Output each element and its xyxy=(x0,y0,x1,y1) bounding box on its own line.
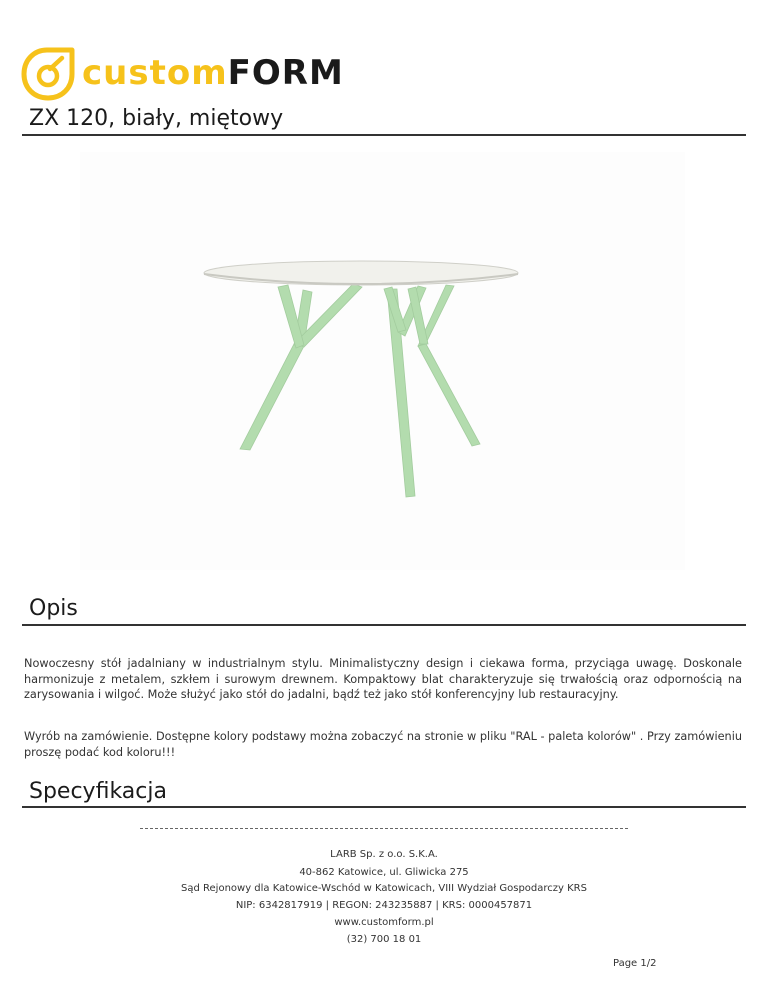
brand-form: FORM xyxy=(227,53,344,93)
footer-phone: (32) 700 18 01 xyxy=(346,934,422,945)
footer-website[interactable]: www.customform.pl xyxy=(334,917,434,928)
product-title: ZX 120, biały, miętowy xyxy=(29,106,284,131)
footer-court: Sąd Rejonowy dla Katowice-Wschód w Katowicach, VIII Wydział Gospodarczy KRS xyxy=(181,883,587,894)
customform-logo xyxy=(20,46,344,102)
order-note: Wyrób na zamówienie. Dostępne kolory podstawy można zobaczyć na stronie w pliku "RAL - paleta kolorów" . Przy zamówieniu proszę podać kod koloru!!! xyxy=(24,730,742,759)
specification-divider xyxy=(22,806,746,808)
description-divider xyxy=(22,624,746,626)
leaf-icon xyxy=(20,46,76,102)
table-top xyxy=(204,261,518,285)
page-number: Page 1/2 xyxy=(613,958,657,969)
footer-address: 40-862 Katowice, ul. Gliwicka 275 xyxy=(299,867,469,878)
description-heading: Opis xyxy=(29,596,78,621)
footer-separator xyxy=(140,828,628,829)
product-image xyxy=(80,152,685,570)
description-text: Nowoczesny stół jadalniany w industrialnym stylu. Minimalistyczny design i ciekawa forma, przyciąga uwagę. Doskonale harmonizuje z metalem, szkłem i surowym drewnem. Kompaktowy blat charakteryzuje się trwałością oraz odpornością na zarysowania i wilgoć. Może służyć jako stół do jadalni, bądź też jako stół konferencyjny lub restauracyjny. xyxy=(24,657,742,702)
brand-custom: custom xyxy=(82,53,228,93)
title-divider xyxy=(22,134,746,136)
specification-heading: Specyfikacja xyxy=(29,779,167,804)
footer-company: LARB Sp. z o.o. S.K.A. xyxy=(330,849,438,860)
footer-ids: NIP: 6342817919 | REGON: 243235887 | KRS: 0000457871 xyxy=(235,900,533,911)
brand-name xyxy=(82,49,344,97)
